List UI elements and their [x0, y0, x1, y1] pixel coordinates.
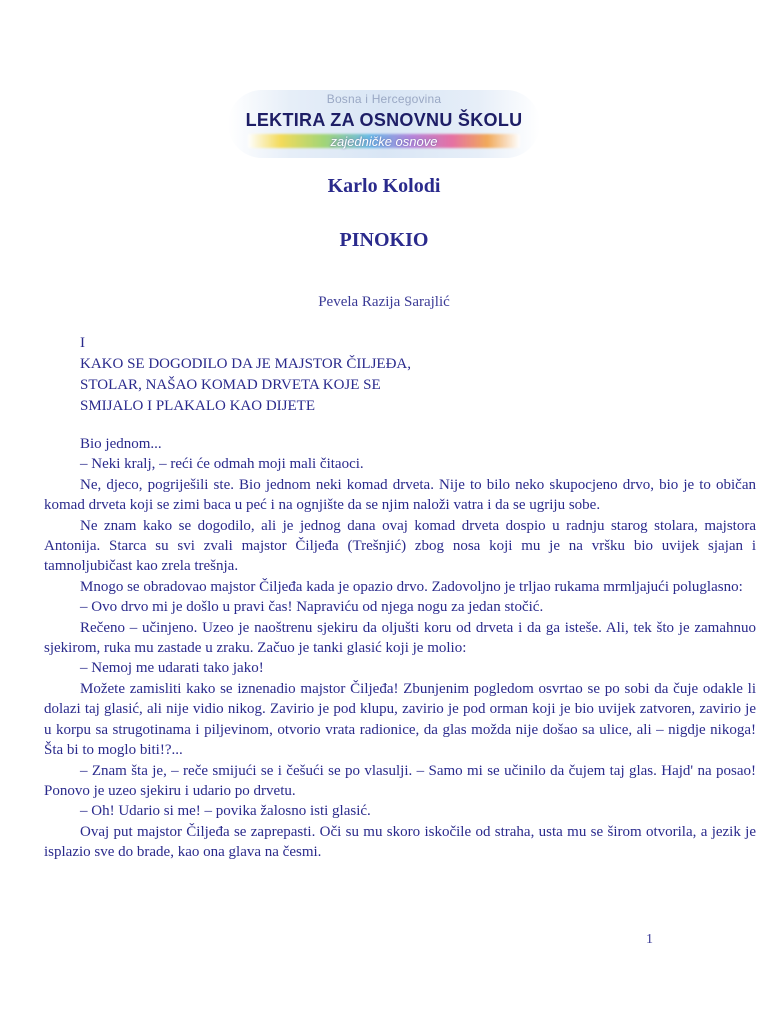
chapter-title-line: SMIJALO I PLAKALO KAO DIJETE	[80, 398, 315, 414]
chapter-title-line: STOLAR, NAŠAO KOMAD DRVETA KOJE SE	[80, 377, 381, 393]
page-number: 1	[646, 932, 653, 947]
paragraph: – Nemoj me udarati tako jako!	[80, 660, 264, 677]
paragraph: Bio jednom...	[80, 436, 162, 452]
story-body	[44, 434, 756, 863]
paragraph: Možete zamisliti kako se iznenadio majstor Čiljeđa! Zbunjenim pogledom osvrtao se po sobi da čuje odakle li dolazi taj glasić, ali nije vidio nikog. Zavirio je pod klupu, zavirio je pod orman koji je bio uvijek zatvoren, zavirio je u korpu sa strugotinama i piljevinom, otvorio vrata radionice, da glas možda nije došao sa ulice, ali – nigdje nikoga! Šta bi to moglo biti!?...	[44, 680, 756, 759]
banner-sub-text: zajedničke osnove	[330, 134, 438, 149]
lektira-banner-logo	[228, 90, 540, 158]
paragraph: Mnogo se obradovao majstor Čiljeđa kada je opazio drvo. Zadovoljno je trljao rukama mrmljajući poluglasno:	[80, 578, 743, 595]
paragraph: – Znam šta je, – reče smijući se i češući se po vlasulji. – Samo mi se učinilo da čujem taj glas. Hajd' na posao! Ponovo je uzeo sjekiru i udario po drvetu.	[44, 762, 756, 799]
paragraph: Ne znam kako se dogodilo, ali je jednog dana ovaj komad drveta dospio u radnju starog stolara, majstora Antonija. Starca su svi zvali majstor Čiljeđa (Trešnjić) zbog nosa koji mu je na vršku bio uvijek sjajan i tamnoljubičast kao zrela trešnja.	[44, 517, 756, 575]
translator-credit: Pevela Razija Sarajlić	[318, 294, 450, 310]
chapter-number: I	[80, 335, 85, 351]
paragraph: – Ovo drvo mi je došlo u pravi čas! Napraviću od njega nogu za jedan stočić.	[80, 599, 544, 616]
paragraph: – Oh! Udario si me! – povika žalosno isti glasić.	[80, 803, 371, 820]
paragraph: Ovaj put majstor Čiljeđa se zaprepasti. Oči su mu skoro iskočile od straha, usta mu se širom otvorila, a jezik je isplazio sve do brade, kao ona glava na česmi.	[44, 823, 756, 861]
chapter-heading	[80, 333, 411, 417]
banner-top-text: Bosna i Hercegovina	[326, 92, 442, 106]
author-name: Karlo Kolodi	[327, 175, 441, 197]
paragraph: – Neki kralj, – reći će odmah moji mali čitaoci.	[80, 456, 364, 473]
banner-main-text: LEKTIRA ZA OSNOVNU ŠKOLU	[245, 110, 523, 130]
book-title: PINOKIO	[339, 229, 429, 251]
paragraph: Rečeno – učinjeno. Uzeo je naoštrenu sjekiru da oljušti koru od drveta i da ga isteše. Ali, tek što je zamahnuo sjekirom, ruka mu zastade u zraku. Začuo je tanki glasić koji je molio:	[44, 619, 756, 657]
paragraph: Ne, djeco, pogriješili ste. Bio jednom neki komad drveta. Nije to bilo neko skupocjeno drvo, bio je to običan komad drveta koji se zimi baca u peć i na ognjište da se njim naloži vatra i da se ugriju sobe.	[44, 476, 756, 514]
chapter-title-line: KAKO SE DOGODILO DA JE MAJSTOR ČILJEĐA,	[80, 356, 411, 372]
